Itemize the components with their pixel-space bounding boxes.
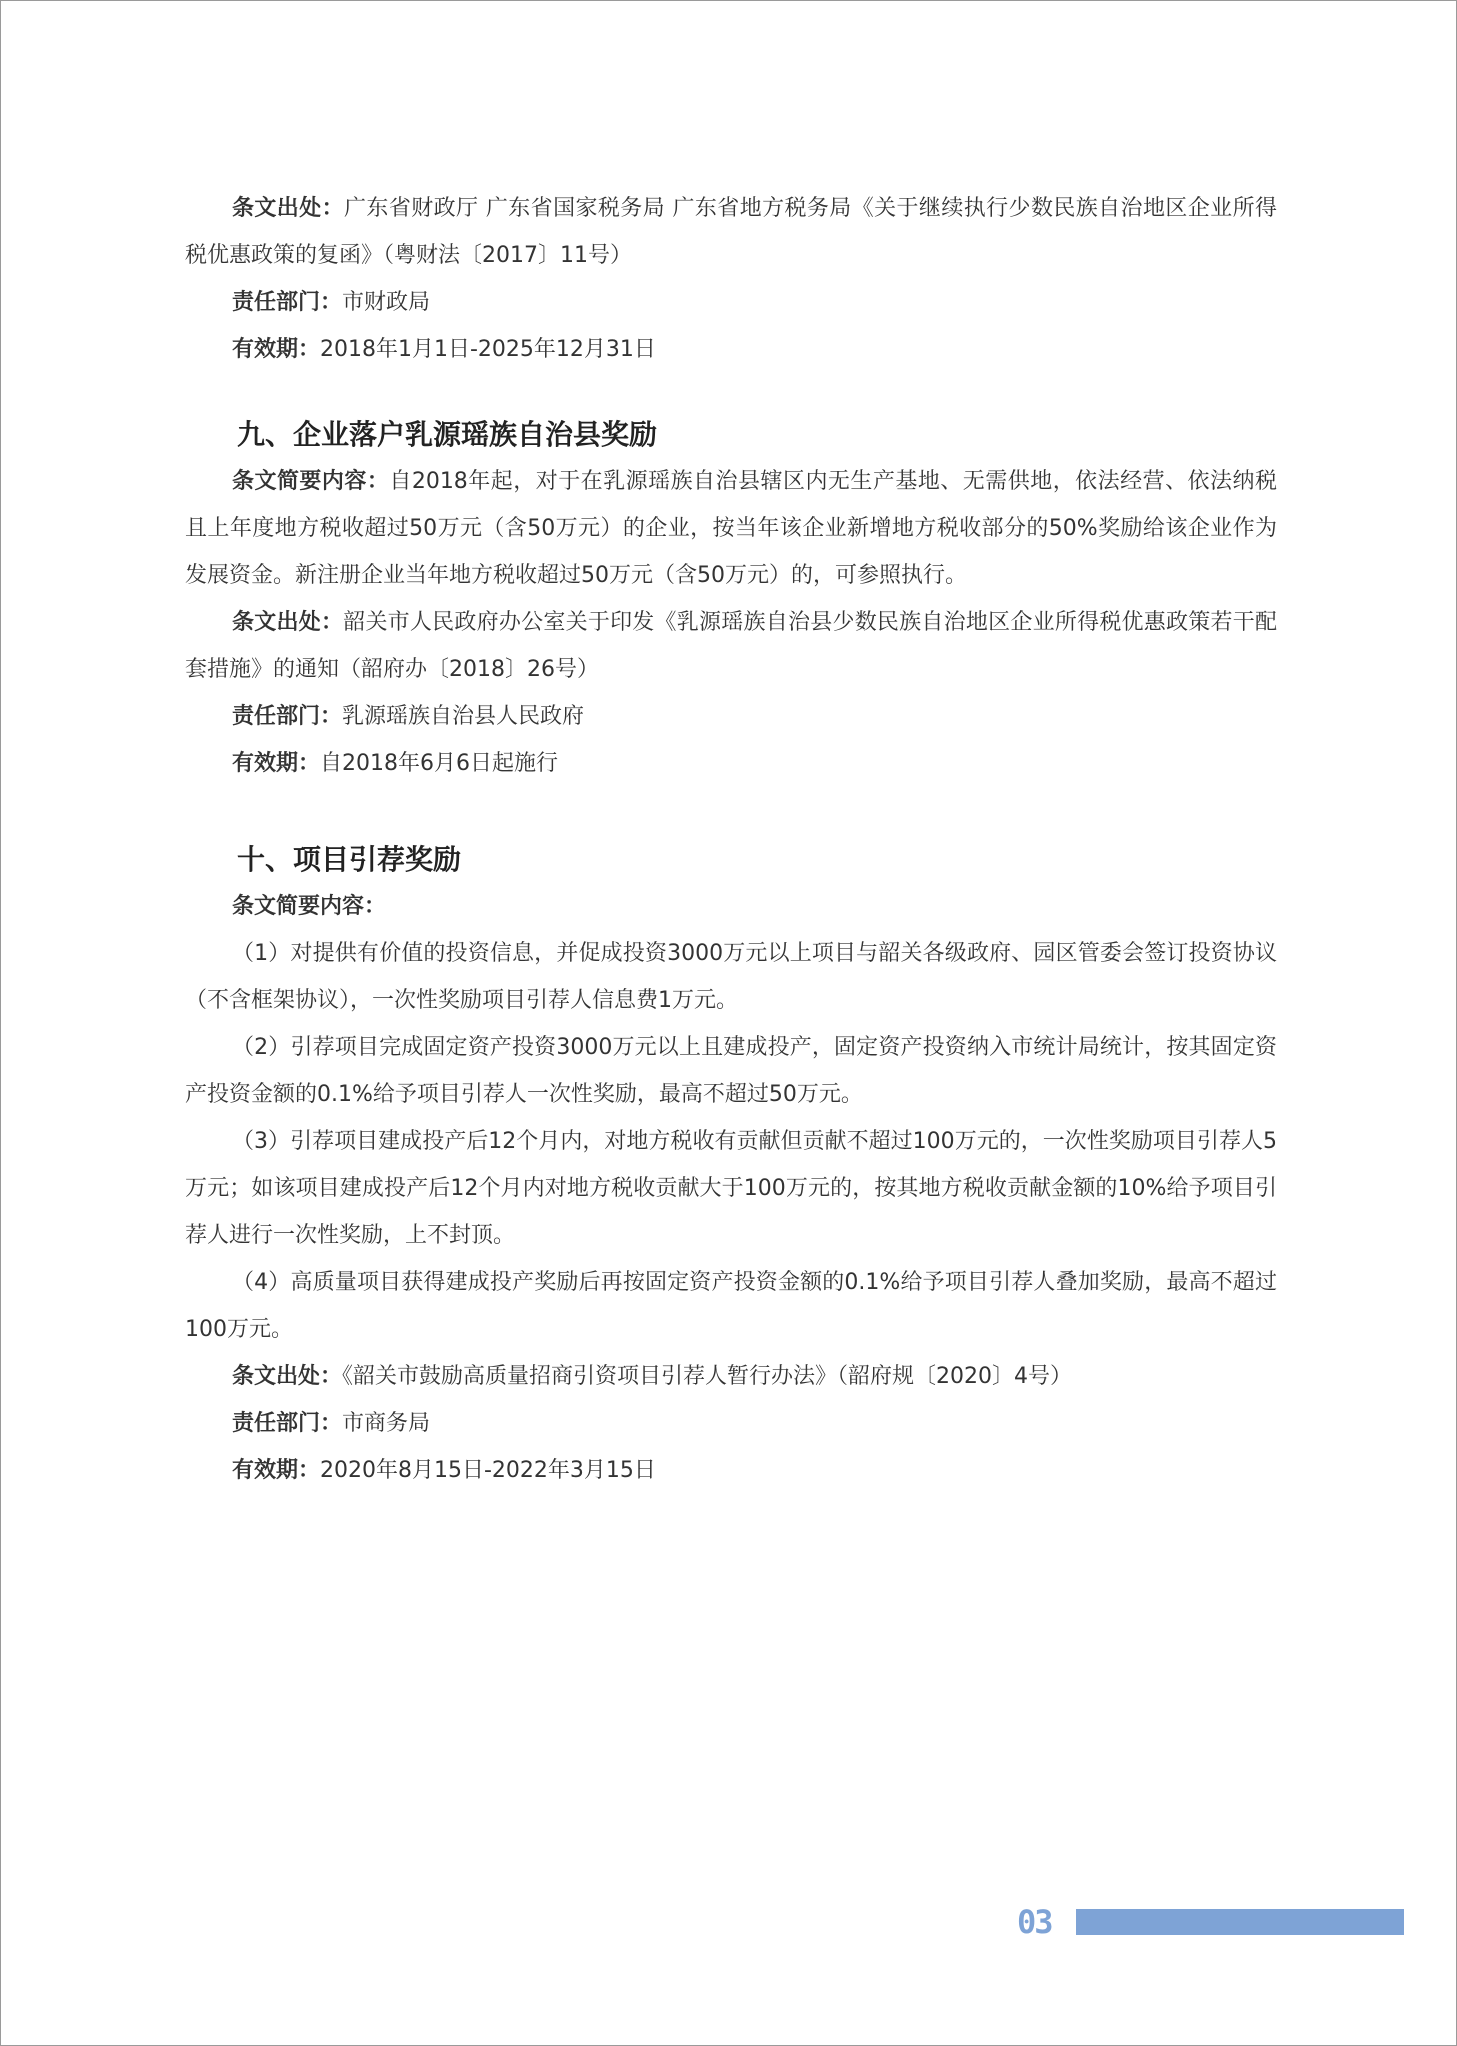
page-number-mark bbox=[1017, 1903, 1404, 1941]
summary-label: 条文简要内容： bbox=[232, 894, 387, 919]
intro-source bbox=[185, 185, 1277, 279]
section-9-heading: 九、企业落户乳源瑶族自治县奖励 bbox=[237, 418, 658, 451]
section-9-summary bbox=[185, 458, 1277, 599]
page-number: 03 bbox=[1017, 1903, 1052, 1941]
section-9-validity bbox=[185, 740, 1277, 787]
department-label: 责任部门： bbox=[232, 704, 343, 729]
document-body bbox=[185, 185, 1277, 1494]
validity-text: 2018年1月1日-2025年12月31日 bbox=[320, 337, 656, 362]
section-10-item-2: （2）引荐项目完成固定资产投资3000万元以上且建成投产，固定资产投资纳入市统计局统计，按其固定资产投资金额的0.1%给予项目引荐人一次性奖励，最高不超过50万元。 bbox=[185, 1035, 1277, 1107]
source-label: 条文出处： bbox=[232, 610, 344, 635]
summary-text: 自2018年起，对于在乳源瑶族自治县辖区内无生产基地、无需供地，依法经营、依法纳税且上年度地方税收超过50万元（含50万元）的企业，按当年该企业新增地方税收部分的50%奖励给该企业作为发展资金。新注册企业当年地方税收超过50万元（含50万元）的，可参照执行。 bbox=[185, 469, 1277, 588]
source-text: 广东省财政厅 广东省国家税务局 广东省地方税务局《关于继续执行少数民族自治地区企业所得税优惠政策的复函》（粤财法〔2017〕11号） bbox=[185, 196, 1277, 268]
department-label: 责任部门： bbox=[232, 290, 343, 315]
source-text: 《韶关市鼓励高质量招商引资项目引荐人暂行办法》（韶府规〔2020〕4号） bbox=[342, 1364, 1073, 1389]
validity-label: 有效期： bbox=[232, 1458, 321, 1483]
department-label: 责任部门： bbox=[232, 1411, 343, 1436]
section-9-source bbox=[185, 599, 1277, 693]
section-10-validity bbox=[185, 1447, 1277, 1494]
section-10-department bbox=[185, 1400, 1277, 1447]
department-text: 市财政局 bbox=[342, 290, 431, 315]
section-10-source bbox=[185, 1353, 1277, 1400]
validity-text: 自2018年6月6日起施行 bbox=[320, 751, 558, 776]
intro-validity bbox=[185, 326, 1277, 373]
source-label: 条文出处： bbox=[232, 196, 345, 221]
section-10-item-1: （1）对提供有价值的投资信息，并促成投资3000万元以上项目与韶关各级政府、园区管委会签订投资协议（不含框架协议），一次性奖励项目引荐人信息费1万元。 bbox=[185, 941, 1277, 1013]
source-label: 条文出处： bbox=[232, 1364, 343, 1389]
page-number-bar bbox=[1076, 1909, 1404, 1935]
section-10-summary bbox=[185, 883, 1277, 930]
department-text: 市商务局 bbox=[342, 1411, 431, 1436]
source-text: 韶关市人民政府办公室关于印发《乳源瑶族自治县少数民族自治地区企业所得税优惠政策若干配套措施》的通知（韶府办〔2018〕26号） bbox=[185, 610, 1277, 682]
department-text: 乳源瑶族自治县人民政府 bbox=[342, 704, 585, 729]
summary-label: 条文简要内容： bbox=[232, 469, 390, 494]
section-10-item-3: （3）引荐项目建成投产后12个月内，对地方税收有贡献但贡献不超过100万元的，一次性奖励项目引荐人5万元；如该项目建成投产后12个月内对地方税收贡献大于100万元的，按其地方税收贡献金额的10%给予项目引荐人进行一次性奖励，上不封顶。 bbox=[185, 1129, 1277, 1248]
validity-text: 2020年8月15日-2022年3月15日 bbox=[320, 1458, 656, 1483]
section-9-department bbox=[185, 693, 1277, 740]
intro-department bbox=[185, 279, 1277, 326]
section-10-item-4: （4）高质量项目获得建成投产奖励后再按固定资产投资金额的0.1%给予项目引荐人叠加奖励，最高不超过100万元。 bbox=[185, 1270, 1277, 1342]
section-10-heading: 十、项目引荐奖励 bbox=[237, 843, 462, 876]
validity-label: 有效期： bbox=[232, 751, 321, 776]
validity-label: 有效期： bbox=[232, 337, 321, 362]
